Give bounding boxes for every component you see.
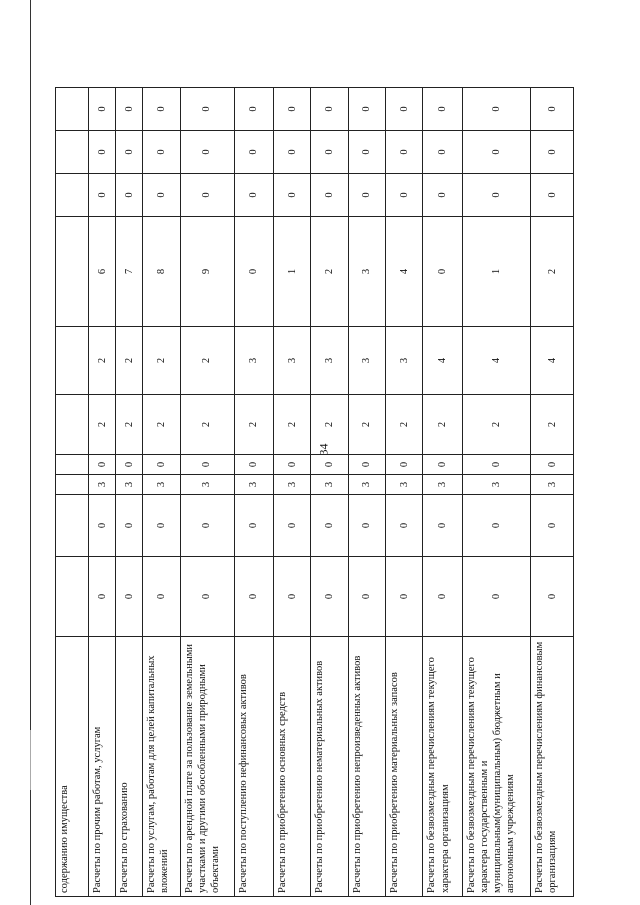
- value-cell: 0: [348, 88, 385, 131]
- value-cell: 4: [462, 327, 531, 395]
- table-row: [423, 88, 462, 897]
- value-cell: 0: [89, 455, 116, 475]
- value-cell: 0: [423, 557, 462, 637]
- value-cell: 3: [348, 475, 385, 495]
- value-cell: 2: [423, 395, 462, 455]
- empty-cell: [56, 455, 89, 475]
- row-name-cell: Расчеты по арендной плате за пользование земельными участками и другими обособленными природными объектами: [180, 637, 234, 897]
- empty-cell: [56, 131, 89, 174]
- value-cell: 3: [348, 217, 385, 327]
- value-cell: 0: [116, 495, 143, 557]
- value-cell: 0: [234, 455, 273, 475]
- value-cell: 0: [423, 131, 462, 174]
- value-cell: 3: [348, 327, 385, 395]
- value-cell: 0: [180, 455, 234, 475]
- value-cell: 2: [462, 395, 531, 455]
- value-cell: 0: [386, 88, 423, 131]
- value-cell: 0: [180, 495, 234, 557]
- value-cell: 0: [462, 495, 531, 557]
- value-cell: 9: [180, 217, 234, 327]
- value-cell: 0: [89, 495, 116, 557]
- value-cell: 3: [89, 475, 116, 495]
- value-cell: 0: [423, 174, 462, 217]
- empty-cell: [56, 475, 89, 495]
- value-cell: 2: [234, 395, 273, 455]
- page-number: 34: [316, 443, 331, 456]
- value-cell: 0: [234, 88, 273, 131]
- value-cell: 0: [273, 88, 310, 131]
- table-row: [531, 88, 574, 897]
- row-name-cell: Расчеты по поступлению нефинансовых активов: [234, 637, 273, 897]
- value-cell: 1: [273, 217, 310, 327]
- value-cell: 0: [89, 557, 116, 637]
- value-cell: 2: [89, 395, 116, 455]
- value-cell: 3: [180, 475, 234, 495]
- value-cell: 0: [234, 495, 273, 557]
- value-cell: 3: [386, 475, 423, 495]
- value-cell: 3: [116, 475, 143, 495]
- empty-cell: [56, 395, 89, 455]
- empty-cell: [56, 174, 89, 217]
- empty-cell: [56, 557, 89, 637]
- value-cell: 0: [273, 131, 310, 174]
- table-row: [386, 88, 423, 897]
- value-cell: 8: [143, 217, 180, 327]
- value-cell: 0: [311, 455, 348, 475]
- value-cell: 2: [143, 327, 180, 395]
- value-cell: 0: [311, 88, 348, 131]
- value-cell: 0: [116, 131, 143, 174]
- value-cell: 3: [273, 475, 310, 495]
- value-cell: 0: [273, 495, 310, 557]
- value-cell: 3: [311, 475, 348, 495]
- value-cell: 0: [180, 557, 234, 637]
- value-cell: 0: [234, 131, 273, 174]
- row-name-cell: содержанию имущества: [56, 637, 89, 897]
- value-cell: 0: [423, 217, 462, 327]
- row-name-cell: Расчеты по безвозмездным перечислениям текущего характера организациям: [423, 637, 462, 897]
- value-cell: 3: [234, 475, 273, 495]
- row-name-cell: Расчеты по приобретению непроизведенных активов: [348, 637, 385, 897]
- value-cell: 0: [531, 455, 574, 475]
- value-cell: 3: [273, 327, 310, 395]
- table-body: [56, 88, 574, 897]
- value-cell: 0: [89, 174, 116, 217]
- value-cell: 3: [311, 327, 348, 395]
- table-row: [116, 88, 143, 897]
- empty-cell: [56, 217, 89, 327]
- row-name-cell: Расчеты по услугам, работам для целей капитальных вложений: [143, 637, 180, 897]
- value-cell: 0: [386, 557, 423, 637]
- value-cell: 0: [311, 495, 348, 557]
- value-cell: 0: [386, 131, 423, 174]
- value-cell: 3: [234, 327, 273, 395]
- value-cell: 0: [462, 88, 531, 131]
- value-cell: 0: [531, 88, 574, 131]
- value-cell: 0: [273, 455, 310, 475]
- table-row: [348, 88, 385, 897]
- value-cell: 2: [116, 395, 143, 455]
- empty-cell: [56, 327, 89, 395]
- value-cell: 0: [180, 174, 234, 217]
- value-cell: 0: [386, 174, 423, 217]
- value-cell: 0: [423, 495, 462, 557]
- value-cell: 0: [116, 174, 143, 217]
- value-cell: 0: [143, 495, 180, 557]
- value-cell: 2: [311, 217, 348, 327]
- value-cell: 0: [462, 131, 531, 174]
- value-cell: 0: [143, 131, 180, 174]
- row-name-cell: Расчеты по приобретению материальных запасов: [386, 637, 423, 897]
- value-cell: 0: [116, 455, 143, 475]
- accounts-table: [55, 87, 574, 897]
- value-cell: 0: [116, 557, 143, 637]
- value-cell: 0: [273, 174, 310, 217]
- value-cell: 3: [143, 475, 180, 495]
- value-cell: 0: [89, 131, 116, 174]
- value-cell: 0: [143, 88, 180, 131]
- table-row-header: [56, 88, 89, 897]
- value-cell: 0: [531, 131, 574, 174]
- value-cell: 0: [462, 174, 531, 217]
- value-cell: 0: [348, 455, 385, 475]
- table-row: [89, 88, 116, 897]
- value-cell: 0: [143, 174, 180, 217]
- value-cell: 0: [180, 131, 234, 174]
- value-cell: 0: [386, 455, 423, 475]
- value-cell: 0: [423, 455, 462, 475]
- table-row: [462, 88, 531, 897]
- value-cell: 0: [348, 557, 385, 637]
- empty-cell: [56, 88, 89, 131]
- value-cell: 0: [116, 88, 143, 131]
- value-cell: 0: [531, 557, 574, 637]
- value-cell: 0: [234, 217, 273, 327]
- value-cell: 4: [386, 217, 423, 327]
- value-cell: 0: [311, 557, 348, 637]
- value-cell: 0: [143, 557, 180, 637]
- empty-cell: [56, 495, 89, 557]
- value-cell: 0: [348, 495, 385, 557]
- value-cell: 0: [386, 495, 423, 557]
- value-cell: 2: [273, 395, 310, 455]
- value-cell: 3: [386, 327, 423, 395]
- row-name-cell: Расчеты по приобретению нематериальных активов: [311, 637, 348, 897]
- value-cell: 2: [89, 327, 116, 395]
- value-cell: 1: [462, 217, 531, 327]
- scan-margin-mark: [30, 730, 31, 790]
- value-cell: 4: [531, 327, 574, 395]
- value-cell: 2: [116, 327, 143, 395]
- row-name-cell: Расчеты по прочим работам, услугам: [89, 637, 116, 897]
- value-cell: 2: [180, 395, 234, 455]
- value-cell: 0: [462, 557, 531, 637]
- table-row: [234, 88, 273, 897]
- row-name-cell: Расчеты по страхованию: [116, 637, 143, 897]
- value-cell: 2: [531, 395, 574, 455]
- value-cell: 2: [531, 217, 574, 327]
- value-cell: 0: [531, 495, 574, 557]
- value-cell: 2: [348, 395, 385, 455]
- value-cell: 0: [180, 88, 234, 131]
- row-name-cell: Расчеты по безвозмездным перечислениям текущего характера государственным и муниципальным(муниципальным) бюджетным и автономным учреждениям: [462, 637, 531, 897]
- value-cell: 2: [180, 327, 234, 395]
- value-cell: 0: [423, 88, 462, 131]
- value-cell: 2: [386, 395, 423, 455]
- value-cell: 0: [348, 174, 385, 217]
- table-row: [273, 88, 310, 897]
- value-cell: 0: [348, 131, 385, 174]
- value-cell: 0: [234, 557, 273, 637]
- table-row: [311, 88, 348, 897]
- row-name-cell: Расчеты по приобретению основных средств: [273, 637, 310, 897]
- value-cell: 0: [273, 557, 310, 637]
- value-cell: 0: [143, 455, 180, 475]
- rotated-table-wrapper: [55, 88, 574, 897]
- value-cell: 3: [462, 475, 531, 495]
- value-cell: 0: [311, 131, 348, 174]
- row-name-cell: Расчеты по безвозмездным перечислениям финансовым организациям: [531, 637, 574, 897]
- value-cell: 4: [423, 327, 462, 395]
- value-cell: 0: [462, 455, 531, 475]
- value-cell: 7: [116, 217, 143, 327]
- table-row: [180, 88, 234, 897]
- value-cell: 2: [311, 395, 348, 455]
- value-cell: 0: [234, 174, 273, 217]
- value-cell: 0: [89, 88, 116, 131]
- table-row: [143, 88, 180, 897]
- value-cell: 6: [89, 217, 116, 327]
- value-cell: 2: [143, 395, 180, 455]
- value-cell: 3: [423, 475, 462, 495]
- value-cell: 0: [311, 174, 348, 217]
- value-cell: 0: [531, 174, 574, 217]
- value-cell: 3: [531, 475, 574, 495]
